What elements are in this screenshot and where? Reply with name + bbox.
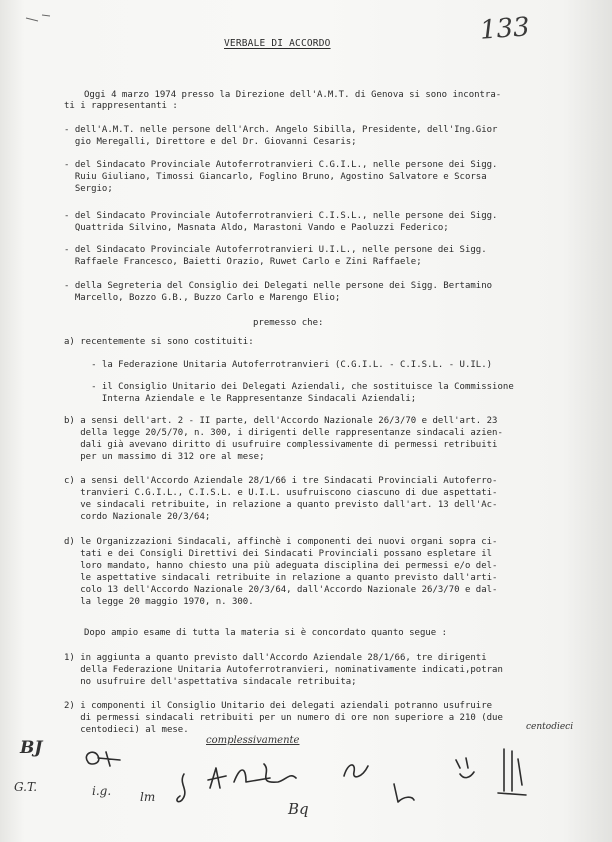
handwritten-initials: BJ [20,738,43,758]
handwritten-correction: centodieci [526,722,574,732]
point-line: 1) in aggiunta a quanto previsto dall'Accordo Aziendale 28/1/66, tre dirigenti [64,653,487,663]
party-line: Quattrida Silvino, Masnata Aldo, Marastoni Vando e Paoluzzi Federico; [64,223,449,233]
party-line: - del Sindacato Provinciale Autoferrotranvieri C.I.S.L., nelle persone dei Sigg. [64,211,498,221]
signature-7 [494,745,534,800]
premesso-line: c) a sensi dell'Accordo Aziendale 28/1/66 i tre Sindacati Provinciali Autoferro- [64,476,498,486]
signature-4 [338,756,378,784]
handwritten-initials: G.T. [14,780,38,794]
handwritten-initials: i.g. [92,784,112,798]
signature-5 [390,778,430,808]
page-number: 133 [479,12,531,46]
point-line: 2) i componenti il Consiglio Unitario dei delegati aziendali potranno usufruire [64,701,493,711]
party-line: Raffaele Francesco, Baietti Orazio, Ruwet Carlo e Zini Raffaele; [64,257,422,267]
party-line: - dell'A.M.T. nelle persone dell'Arch. Angelo Sibilla, Presidente, dell'Ing.Gior [64,125,498,135]
premesso-line: tati e dei Consigli Direttivi dei Sindacati Provinciali possano espletare il [64,549,493,559]
premesso-line: b) a sensi dell'art. 2 - II parte, dell'Accordo Nazionale 26/3/70 e dell'art. 23 [64,416,498,426]
document-title: VERBALE DI ACCORDO [224,38,331,49]
handwritten-initials: lm [140,790,156,804]
point-line: centodieci) al mese. [64,725,189,735]
premesso-line: dali già avevano diritto di usufruire complessivamente di permessi retribuiti [64,440,498,450]
point-line: di permessi sindacali retribuiti per un numero di ore non superiore a 210 (due [64,713,503,723]
point-line: no usufruire dell'aspettativa sindacale retribuita; [64,677,357,687]
premesso-line: loro mandato, hanno chiesto una più adeguata disciplina dei permessi e/o del- [64,561,498,571]
premesso-line: ve sindacali retribuite, in relazione a quanto previsto dall'art. 13 dell'Ac- [64,500,498,510]
premesso-heading: premesso che: [253,318,324,328]
premesso-line: - il Consiglio Unitario dei Delegati Aziendali, che sostituisce la Commissione [64,382,514,392]
corner-mark [24,12,54,24]
premesso-line: le aspettative sindacali retribuite in relazione a quanto previsto dall'arti- [64,573,498,583]
signature-6 [450,750,490,790]
handwritten-initials: Bq [288,800,309,818]
premesso-line: d) le Organizzazioni Sindacali, affinchè i componenti dei nuovi organi sopra ci- [64,537,498,547]
signature-3 [200,758,320,798]
party-line: - della Segreteria del Consiglio dei Delegati nelle persone dei Sigg. Bertamino [64,281,493,291]
premesso-line: colo 13 dell'Accordo Nazionale 20/3/64, dall'Accordo Nazionale 26/3/70 e dal- [64,585,498,595]
premesso-line: cordo Nazionale 20/3/64; [64,512,211,522]
intro-line: Oggi 4 marzo 1974 presso la Direzione dell'A.M.T. di Genova si sono incontra- [84,90,502,100]
handwritten-note: complessivamente [206,735,300,746]
party-line: Ruiu Giuliano, Timossi Giancarlo, Foglino Bruno, Agostino Salvatore e Scorsa [64,172,487,182]
premesso-line: della legge 20/5/70, n. 300, i dirigenti delle rappresentanze sindacali azien- [64,428,503,438]
premesso-line: tranvieri C.G.I.L., C.I.S.L. e U.I.L. usufruiscono ciascuno di due aspettati- [64,488,498,498]
intro-line: ti i rappresentanti : [64,101,178,111]
party-line: gio Meregalli, Direttore e del Dr. Giovanni Cesaris; [64,137,357,147]
party-line: Sergio; [64,184,113,194]
party-line: - del Sindacato Provinciale Autoferrotranvieri U.I.L., nelle persone dei Sigg. [64,245,487,255]
agreement-intro: Dopo ampio esame di tutta la materia si è concordato quanto segue : [84,628,448,638]
premesso-line: per un massimo di 312 ore al mese; [64,452,265,462]
point-line: della Federazione Unitaria Autoferrotranvieri, nominativamente indicati,potran [64,665,503,675]
premesso-line: - la Federazione Unitaria Autoferrotranvieri (C.G.I.L. - C.I.S.L. - U.IL.) [64,360,493,370]
premesso-line: a) recentemente si sono costituiti: [64,337,254,347]
signature-1 [80,746,140,772]
party-line: Marcello, Bozzo G.B., Buzzo Carlo e Marengo Elio; [64,293,341,303]
premesso-line: la legge 20 maggio 1970, n. 300. [64,597,254,607]
premesso-line: Interna Aziendale e le Rappresentanze Sindacali Aziendali; [64,394,417,404]
party-line: - del Sindacato Provinciale Autoferrotranvieri C.G.I.L., nelle persone dei Sigg. [64,160,498,170]
